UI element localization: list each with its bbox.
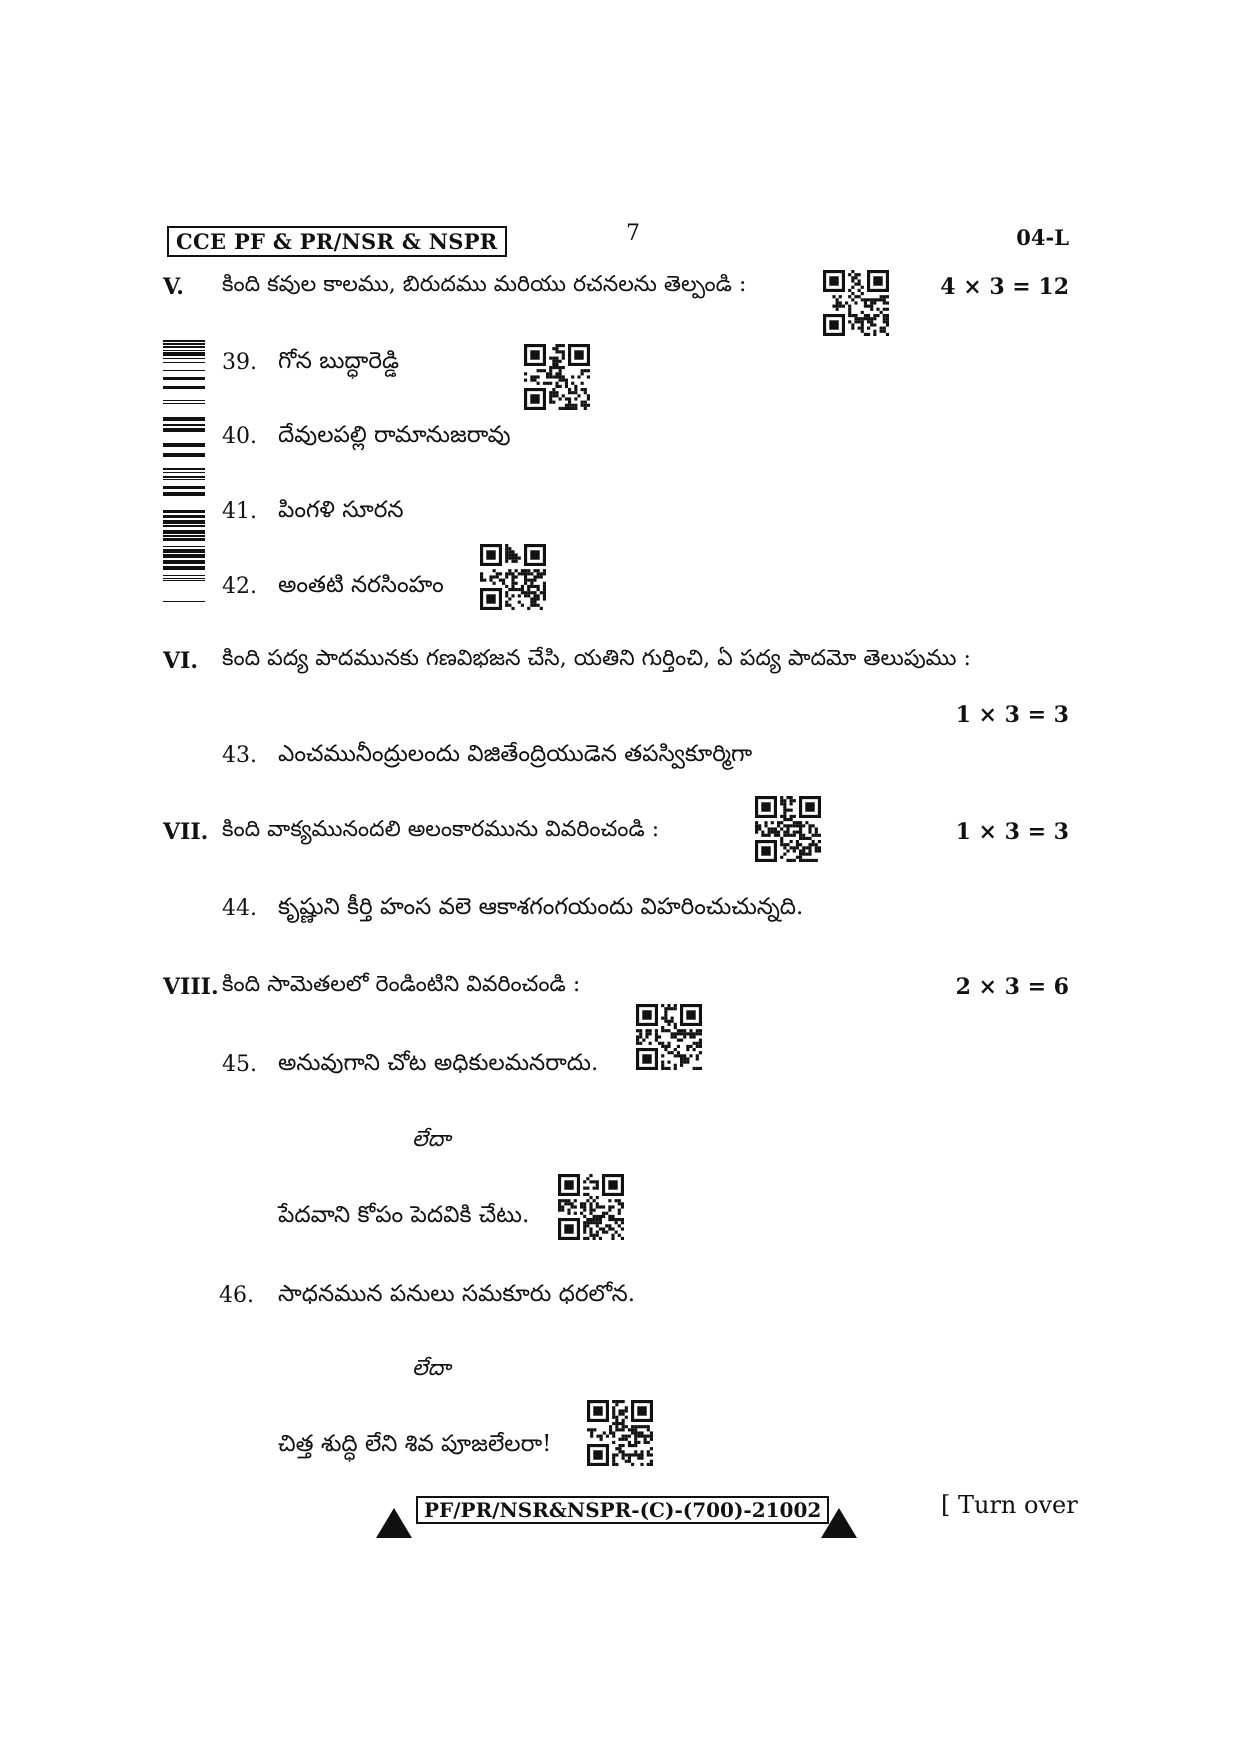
qr-code-icon (480, 544, 546, 610)
barcode-icon (163, 340, 205, 602)
question-text: గోన బుద్ధారెడ్డి (278, 348, 399, 374)
turn-over-label: [ Turn over (941, 1491, 1078, 1519)
question-number: 39. (222, 350, 257, 375)
qr-code-icon (636, 1004, 702, 1070)
alternate-proverb: పేదవాని కోపం పెదవికి చేటు. (278, 1202, 530, 1228)
qr-code-icon (524, 344, 590, 410)
question-text: కృష్ణుని కీర్తి హంస వలె ఆకాశగంగయందు విహరించుచున్నది. (278, 894, 804, 920)
page-number: 7 (626, 221, 640, 246)
section-marks: 4 × 3 = 12 (940, 274, 1069, 300)
question-number: 42. (222, 574, 257, 599)
question-text: ఎంచమునీంద్రులందు విజితేంద్రియుడెన తపస్వికూర్మిగా (278, 741, 753, 767)
section-number: VII. (163, 819, 209, 845)
question-text: అనువుగాని చోట అధికులమనరాదు. (278, 1050, 599, 1076)
section-instruction: కింది పద్య పాదమునకు గణవిభజన చేసి, యతిని గుర్తించి, ఏ పద్య పాదమో తెలుపుము : (222, 646, 971, 671)
section-number: VI. (163, 648, 199, 674)
section-instruction: కింది కవుల కాలము, బిరుదము మరియు రచనలను తెల్పండి : (222, 272, 747, 297)
question-text: అంతటి నరసింహం (278, 572, 444, 598)
question-text: దేవులపల్లి రామానుజరావు (278, 422, 511, 448)
triangle-icon (821, 1508, 857, 1538)
section-marks: 2 × 3 = 6 (955, 974, 1069, 1000)
question-text: పింగళి సూరన (278, 497, 404, 523)
alternate-proverb: చిత్త శుద్ధి లేని శివ పూజలేలరా! (278, 1431, 552, 1457)
question-number: 45. (222, 1052, 257, 1077)
section-marks: 1 × 3 = 3 (955, 702, 1069, 728)
question-number: 46. (219, 1283, 254, 1308)
or-label: లేదా (412, 1356, 451, 1381)
footer-paper-code: PF/PR/NSR&NSPR-(C)-(700)-21002 (416, 1496, 829, 1524)
or-label: లేదా (412, 1127, 451, 1152)
paper-code: 04-L (1016, 225, 1069, 250)
section-instruction: కింది వాక్యమునందలి అలంకారమును వివరించండి : (222, 817, 660, 842)
section-instruction: కింది సామెతలలో రెండింటిని వివరించండి : (222, 972, 581, 997)
question-number: 44. (222, 896, 257, 921)
section-number: VIII. (163, 974, 219, 1000)
qr-code-icon (587, 1400, 653, 1466)
section-marks: 1 × 3 = 3 (955, 819, 1069, 845)
question-number: 43. (222, 743, 257, 768)
question-number: 41. (222, 499, 257, 524)
paper-series-box: CCE PF & PR/NSR & NSPR (167, 226, 507, 257)
qr-code-icon (755, 796, 821, 862)
question-number: 40. (222, 424, 257, 449)
qr-code-icon (823, 270, 889, 336)
section-number: V. (163, 274, 184, 300)
question-text: సాధనమున పనులు సమకూరు ధరలోన. (278, 1281, 636, 1307)
triangle-icon (376, 1508, 412, 1538)
qr-code-icon (558, 1174, 624, 1240)
